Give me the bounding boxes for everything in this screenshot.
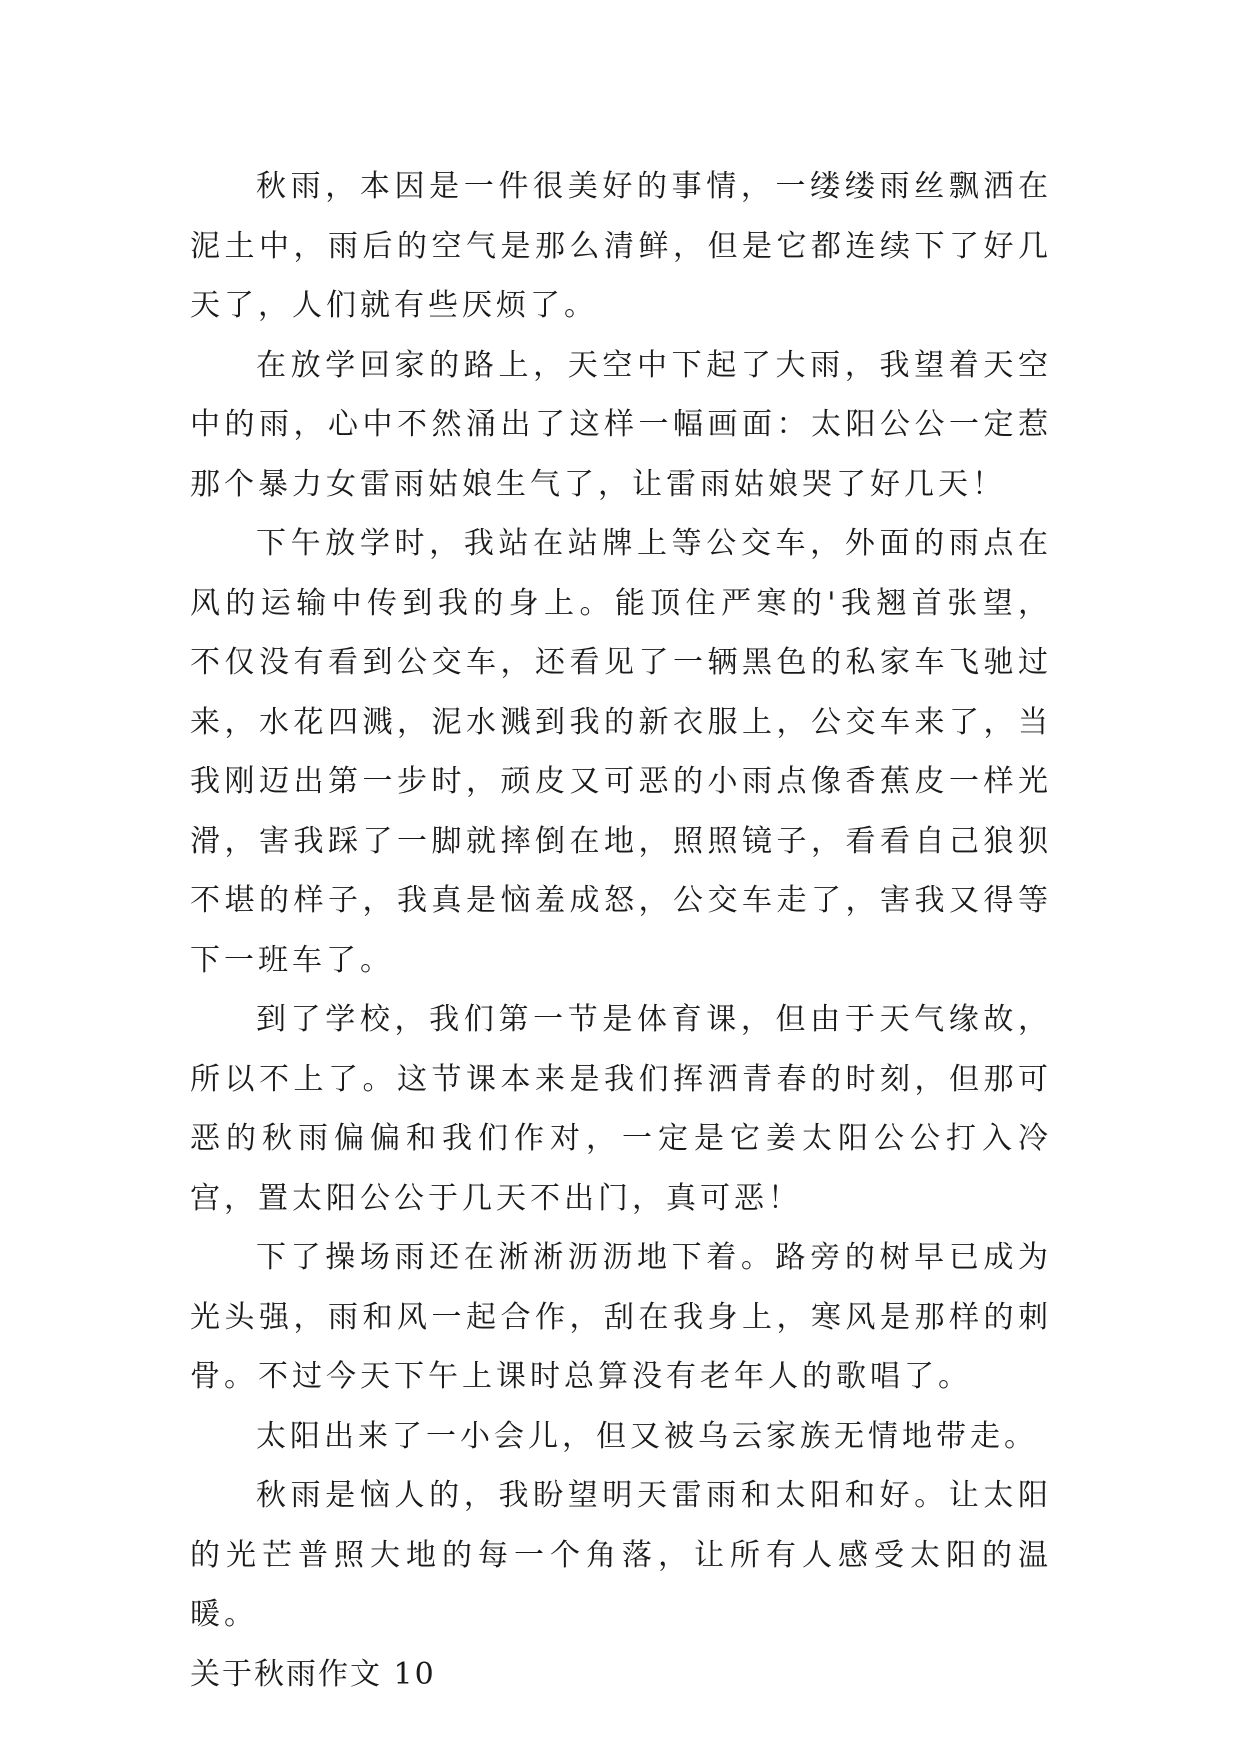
- essay-body: [190, 157, 1052, 1704]
- paragraph-6: 太阳出来了一小会儿，但又被乌云家族无情地带走。: [256, 1418, 1038, 1454]
- paragraph-2: 在放学回家的路上，天空中下起了大雨，我望着天空中的雨，心中不然涌出了这样一幅画面：太阳公公一定惹那个暴力女雷雨姑娘生气了，让雷雨姑娘哭了好几天！: [190, 347, 1052, 502]
- paragraph-1: 秋雨，本因是一件很美好的事情，一缕缕雨丝飘洒在泥土中，雨后的空气是那么清鲜，但是它都连续下了好几天了，人们就有些厌烦了。: [190, 169, 1052, 323]
- paragraph-4: 到了学校，我们第一节是体育课，但由于天气缘故，所以不上了。这节课本来是我们挥洒青春的时刻，但那可恶的秋雨偏偏和我们作对，一定是它姜太阳公公打入冷宫，置太阳公公于几天不出门，真可恶！: [190, 1002, 1052, 1216]
- paragraph-7: 秋雨是恼人的，我盼望明天雷雨和太阳和好。让太阳的光芒普照大地的每一个角落，让所有人感受太阳的温暖。: [190, 1478, 1052, 1632]
- paragraph-3: 下午放学时，我站在站牌上等公交车，外面的雨点在风的运输中传到我的身上。能顶住严寒的'我翘首张望，不仅没有看到公交车，还看见了一辆黑色的私家车飞驰过来，水花四溅，泥水溅到我的新衣服上，公交车来了，当我刚迈出第一步时，顽皮又可恶的小雨点像香蕉皮一样光滑，害我踩了一脚就摔倒在地，照照镜子，看看自己狼狈不堪的样子，我真是恼羞成怒，公交车走了，害我又得等下一班车了。: [190, 526, 1052, 978]
- next-essay-heading: 关于秋雨作文 10: [190, 1656, 436, 1692]
- paragraph-5: 下了操场雨还在淅淅沥沥地下着。路旁的树早已成为光头强，雨和风一起合作，刮在我身上，寒风是那样的刺骨。不过今天下午上课时总算没有老年人的歌唱了。: [190, 1240, 1052, 1394]
